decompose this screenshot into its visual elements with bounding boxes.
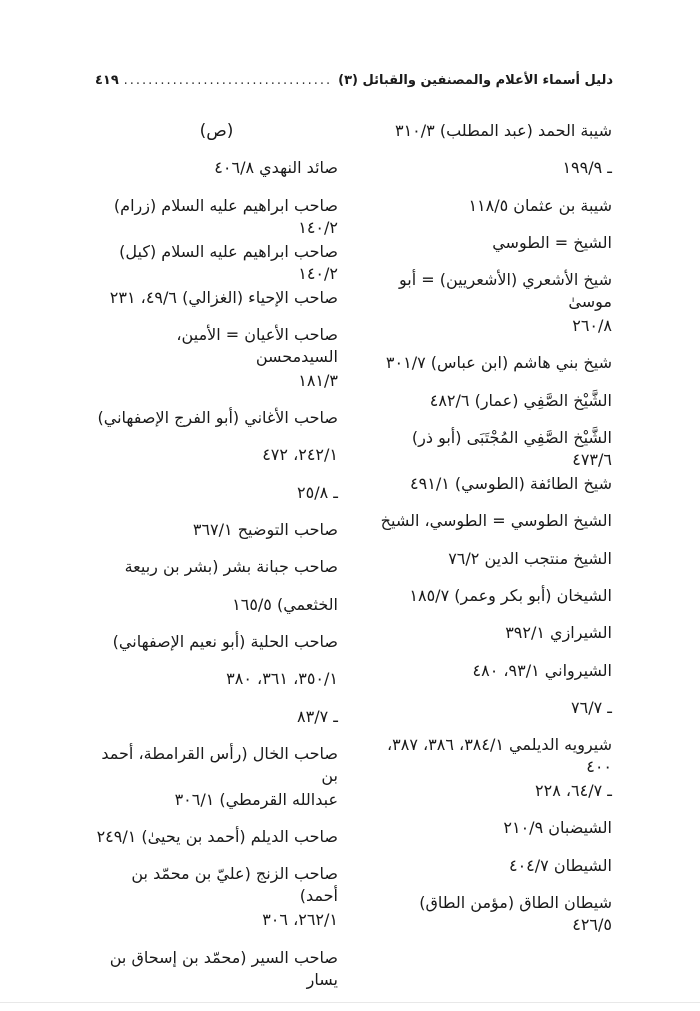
running-title: دليل أسماء الأعلام والمصنفين والقبائل (٣) <box>338 72 613 88</box>
index-entry: شيخ بني هاشم (ابن عباس) ٣٠١/٧ <box>385 353 612 373</box>
index-entry: عبدالله القرمطي) ٣٠٦/١ <box>174 789 338 809</box>
index-entry: ٢٦٠/٨ <box>572 316 612 336</box>
index-entry: شيبة الحمد (عبد المطلب) ٣١٠/٣ <box>394 121 612 140</box>
section-letter-heading: (ص) <box>199 121 234 141</box>
page-edge <box>0 1002 700 1003</box>
index-entry: صاحب الخال (رأس القرامطة، أحمد بن <box>101 743 338 785</box>
index-entry: شيرويه الديلمي ٣٨٤/١، ٣٨٦، ٣٨٧، ٤٠٠ <box>386 735 612 777</box>
index-entry: الشَّيْخ الصَّفِي (عمار) ٤٨٢/٦ <box>429 390 612 410</box>
index-entry: الشيطان ٤٠٤/٧ <box>508 855 612 875</box>
index-entry: صاحب الحلية (أبو نعيم الإصفهاني) <box>112 631 338 651</box>
index-entry: الشيخ الطوسي = الطوسي، الشيخ <box>380 511 612 531</box>
leader-dots <box>125 73 332 88</box>
index-entry: صاحب ابراهيم عليه السلام (زرام) ١٤٠/٢ <box>113 195 338 237</box>
index-entry: ـ ٦٤/٧، ٢٢٨ <box>535 781 612 801</box>
index-entry: صاحب السير (محمّد بن إسحاق بن يسار <box>109 947 338 989</box>
index-entry: ٣٥٠/١، ٣٦١، ٣٨٠ <box>226 669 338 689</box>
index-entry: صاحب الإحياء (الغزالي) ٤٩/٦، ٢٣١ <box>109 287 338 307</box>
index-entry: الخثعمي) ١٦٥/٥ <box>232 594 338 614</box>
index-entry: ـ ٧٦/٧ <box>571 697 612 717</box>
index-column-right <box>380 118 612 936</box>
index-entry: صاحب الديلم (أحمد بن يحيىٰ) ٢٤٩/١ <box>96 827 338 847</box>
index-entry: ١٨١/٣ <box>298 370 338 390</box>
index-entry: الشيخ = الطوسي <box>492 232 612 252</box>
index-entry: شيبة بن عثمان ١١٨/٥ <box>468 195 612 215</box>
index-entry: شيطان الطاق (مؤمن الطاق) ٤٢٦/٥ <box>419 893 612 935</box>
index-entry: صاحب ابراهيم عليه السلام (كيل) ١٤٠/٢ <box>119 241 338 283</box>
index-entry: الشيخان (أبو بكر وعمر) ١٨٥/٧ <box>409 585 612 605</box>
index-entry: ـ ٨٣/٧ <box>297 706 338 726</box>
index-entry: صاحب التوضيح ٣٦٧/١ <box>192 520 338 540</box>
index-entry: الشيرواني ٩٣/١، ٤٨٠ <box>472 660 612 680</box>
index-entry: شيخ الأشعري (الأشعريين) = أبو موسىٰ <box>399 270 612 312</box>
index-entry: الشيرازي ٣٩٢/١ <box>505 623 612 643</box>
index-column-left <box>95 118 338 991</box>
index-entry: ـ ١٩٩/٩ <box>562 158 612 178</box>
index-entry: الشَّيْخ الصَّفِي المُجْتَبَى (أبو ذر) ٤٧٣/٦ <box>411 428 612 470</box>
index-entry: صاحب الأعيان = الأمين، السيدمحسن <box>176 324 338 366</box>
index-entry: صاحب الأغاني (أبو الفرج الإصفهاني) <box>97 408 338 428</box>
index-entry: ٢٤٢/١، ٤٧٢ <box>262 445 338 465</box>
index-entry: صائد النهدي ٤٠٦/٨ <box>214 158 338 178</box>
index-entry: ـ ٢٥/٨ <box>297 482 338 502</box>
index-entry: الشيضبان ٢١٠/٩ <box>503 818 612 838</box>
index-entry: الشيخ منتجب الدين ٧٦/٢ <box>448 548 612 568</box>
running-header <box>95 68 613 92</box>
page-number: ٤١٩ <box>95 72 119 88</box>
index-entry: صاحب الزنج (عليّ بن محمّد بن أحمد) <box>131 864 338 906</box>
index-entry: شيخ الطائفة (الطوسي) ٤٩١/١ <box>410 474 612 494</box>
index-entry: ٢٦٢/١، ٣٠٦ <box>262 910 338 930</box>
index-entry: صاحب جبانة بشر (بشر بن ربيعة <box>124 557 338 577</box>
